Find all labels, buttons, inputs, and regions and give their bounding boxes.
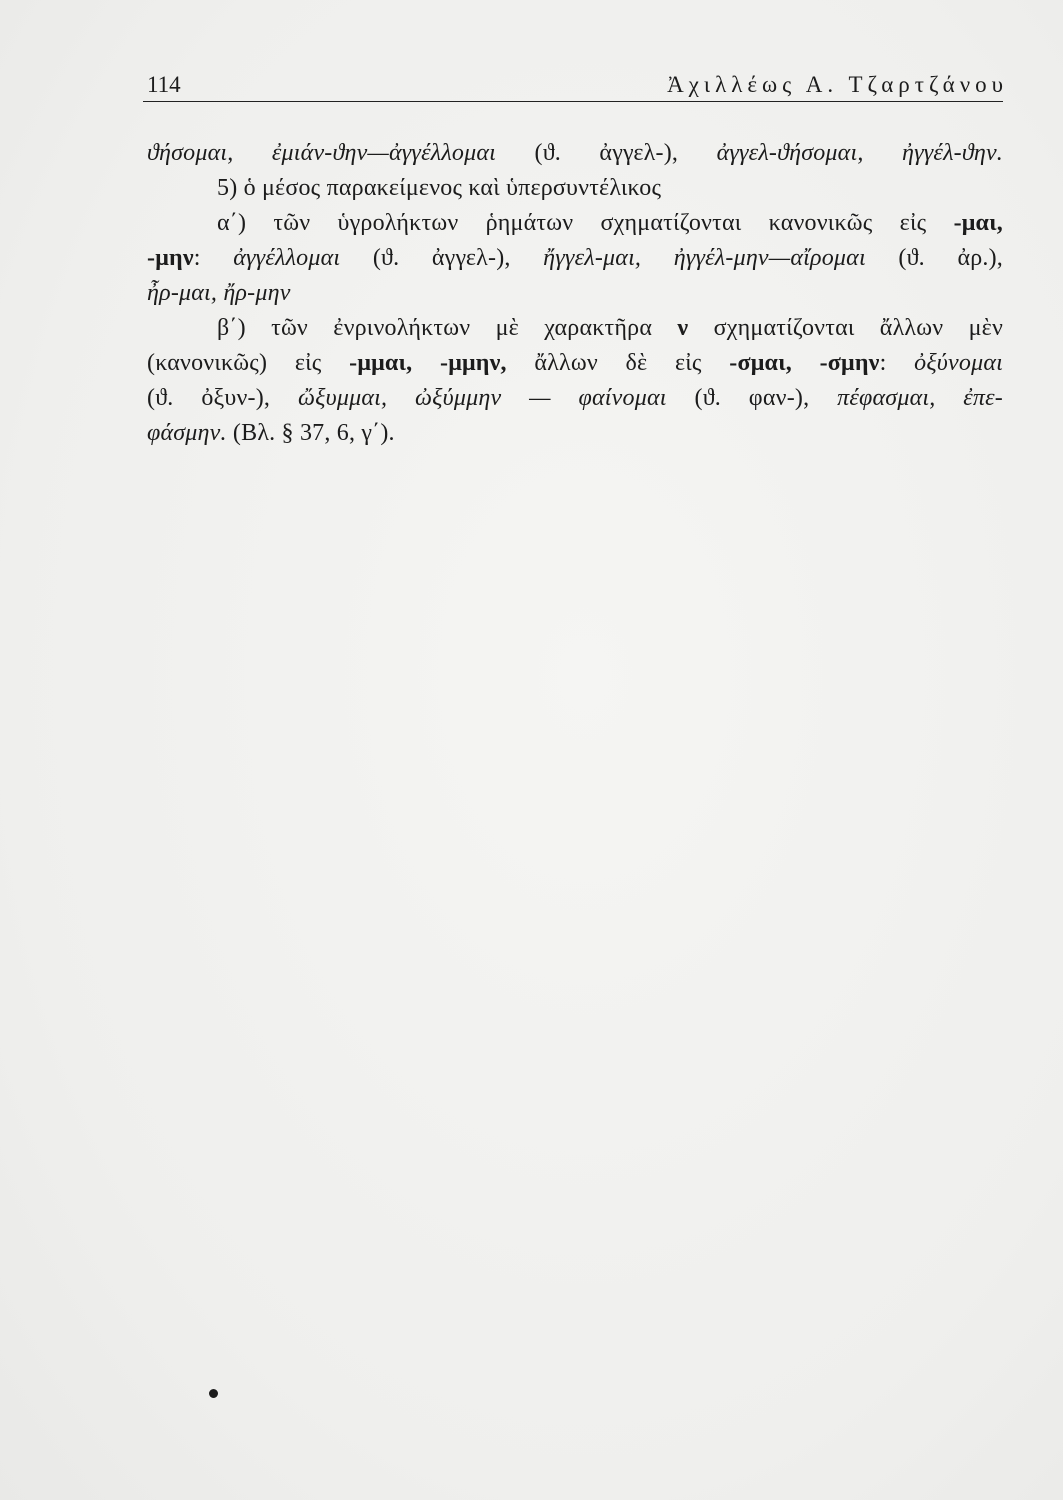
roman-segment: (ϑ. φαν-), [666, 385, 838, 411]
roman-segment: (Βλ. § 37, 6, γ΄). [226, 420, 395, 446]
ink-dot [209, 1389, 218, 1398]
roman-segment: : [879, 350, 915, 376]
italic-segment: ὤξυμμαι, ὠξύμμην — φαίνομαι [297, 385, 667, 411]
roman-segment: 5) ὁ μέσος παρακείμενος καὶ ὑπερσυντέλικος [217, 175, 662, 201]
italic-segment: πέφασμαι, ἐπε- [837, 385, 1003, 411]
text-line-8 [147, 381, 1003, 416]
text-line-2-section-heading [147, 171, 1003, 206]
italic-segment: φάσμην. [147, 420, 227, 446]
header-rule [143, 101, 1003, 102]
bold-letter-segment: ν [677, 315, 689, 341]
page-number: 114 [147, 72, 181, 97]
roman-segment: (ϑ. ἀγγελ-), [340, 245, 544, 271]
italic-segment: ὀξύνομαι [914, 350, 1003, 376]
roman-segment: α΄) τῶν ὑγρολήκτων ῥημάτων σχηματίζονται κανονικῶς εἰς [217, 210, 954, 236]
text-line-5 [147, 276, 1003, 311]
bold-ending-segment: -μαι, [953, 210, 1003, 236]
body-text [147, 136, 1003, 451]
text-line-7 [147, 346, 1003, 381]
text-line-1 [147, 136, 1003, 171]
running-head-author: Ἀχιλλέως Α. Τζαρτζάνου [667, 72, 1008, 97]
italic-segment: ἤγγελ-μαι, ἠγγέλ-μην—αἴρομαι [543, 245, 866, 271]
bold-ending-segment: -μμαι, -μμην, [349, 350, 507, 376]
roman-segment: : [193, 245, 234, 271]
roman-segment: ἄλλων δὲ εἰς [506, 350, 730, 376]
roman-segment: (ϑ. ἀρ.), [865, 245, 1003, 271]
roman-segment: (ϑ. ὀξυν-), [147, 385, 298, 411]
italic-segment: ἀγγέλλομαι [233, 245, 341, 271]
bold-ending-segment: -σμαι, -σμην [729, 350, 880, 376]
roman-segment: (κανονικῶς) εἰς [147, 350, 350, 376]
roman-segment: (ϑ. ἀγγελ-), [496, 140, 717, 166]
bold-ending-segment: -μην [147, 245, 194, 271]
text-line-3 [147, 206, 1003, 241]
text-line-9 [147, 416, 1003, 451]
roman-segment: β΄) τῶν ἐνρινολήκτων μὲ χαρακτῆρα [217, 315, 678, 341]
italic-segment: ἦρ-μαι, ἤρ-μην [147, 280, 291, 306]
running-header [147, 70, 1008, 100]
italic-segment: ἀγγελ-ϑήσομαι, ἠγγέλ-ϑην. [716, 140, 1003, 166]
text-line-4 [147, 241, 1003, 276]
roman-segment: σχηματίζονται ἄλλων μὲν [688, 315, 1003, 341]
italic-segment: ϑήσομαι, ἐμιάν-ϑην—ἀγγέλλομαι [147, 140, 497, 166]
text-line-6 [147, 311, 1003, 346]
